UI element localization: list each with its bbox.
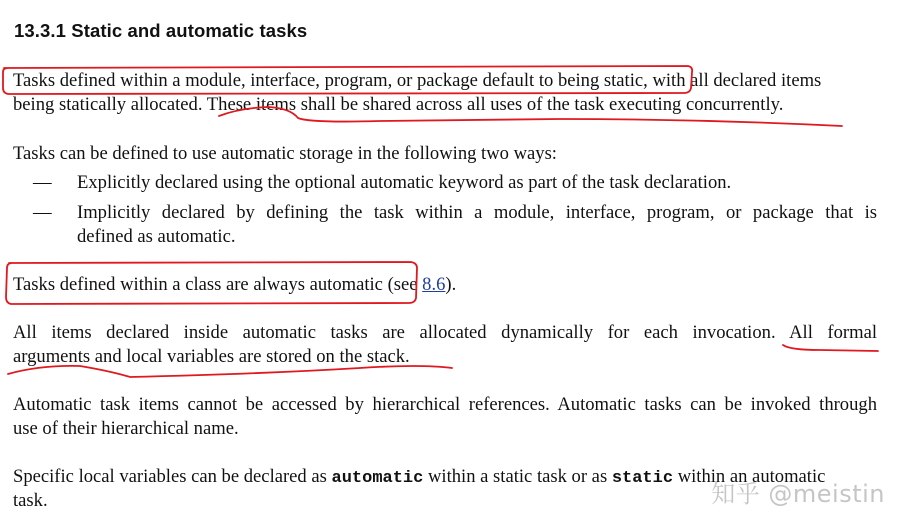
para1-line1 (13, 69, 821, 93)
para3-pre-link: (see (382, 274, 423, 295)
para5-line2: use of their hierarchical name. (13, 418, 239, 439)
bullet2-line2: defined as automatic. (77, 226, 236, 247)
para3-line (13, 273, 456, 297)
para1-line2: being statically allocated. These items shall be shared across all uses of the task executing concurrently. (13, 94, 784, 115)
code-static: static (611, 469, 674, 488)
para1-boxed-text: Tasks defined within a module, interface, program, or package default to being static, (13, 70, 648, 91)
para6-text2: within a static task or as (423, 466, 612, 487)
para4-line2: arguments and local variables are stored on the stack. (13, 346, 410, 367)
bullet1-dash: — (33, 172, 52, 193)
para3-post-link: ). (445, 274, 457, 295)
para3-boxed-text: Tasks defined within a class are always automatic (13, 274, 383, 295)
section-heading: 13.3.1 Static and automatic tasks (14, 20, 308, 41)
para4-line1: All items declared inside automatic tasks are allocated dynamically for each invocation. All formal (13, 322, 877, 343)
para1-line1-rest: with all declared items (647, 70, 822, 91)
bullet2-dash: — (33, 202, 52, 223)
bullet1-text: Explicitly declared using the optional automatic keyword as part of the task declaration. (77, 172, 732, 193)
para2-intro: Tasks can be defined to use automatic storage in the following two ways: (13, 143, 557, 164)
section-link[interactable]: 8.6 (422, 274, 446, 295)
para6-line1 (13, 465, 825, 491)
para6-text3: within an automatic (673, 466, 826, 487)
watermark-logo: 知乎 @meistin (711, 480, 885, 508)
para6-line2: task. (13, 490, 48, 511)
code-automatic: automatic (331, 469, 424, 488)
para5-line1: Automatic task items cannot be accessed by hierarchical references. Automatic tasks can be invoked through (13, 394, 877, 415)
annotation-underline-formal (783, 345, 878, 351)
para6-text1: Specific local variables can be declared as (13, 466, 332, 487)
bullet2-line1: Implicitly declared by defining the task within a module, interface, program, or package that is (77, 202, 877, 223)
